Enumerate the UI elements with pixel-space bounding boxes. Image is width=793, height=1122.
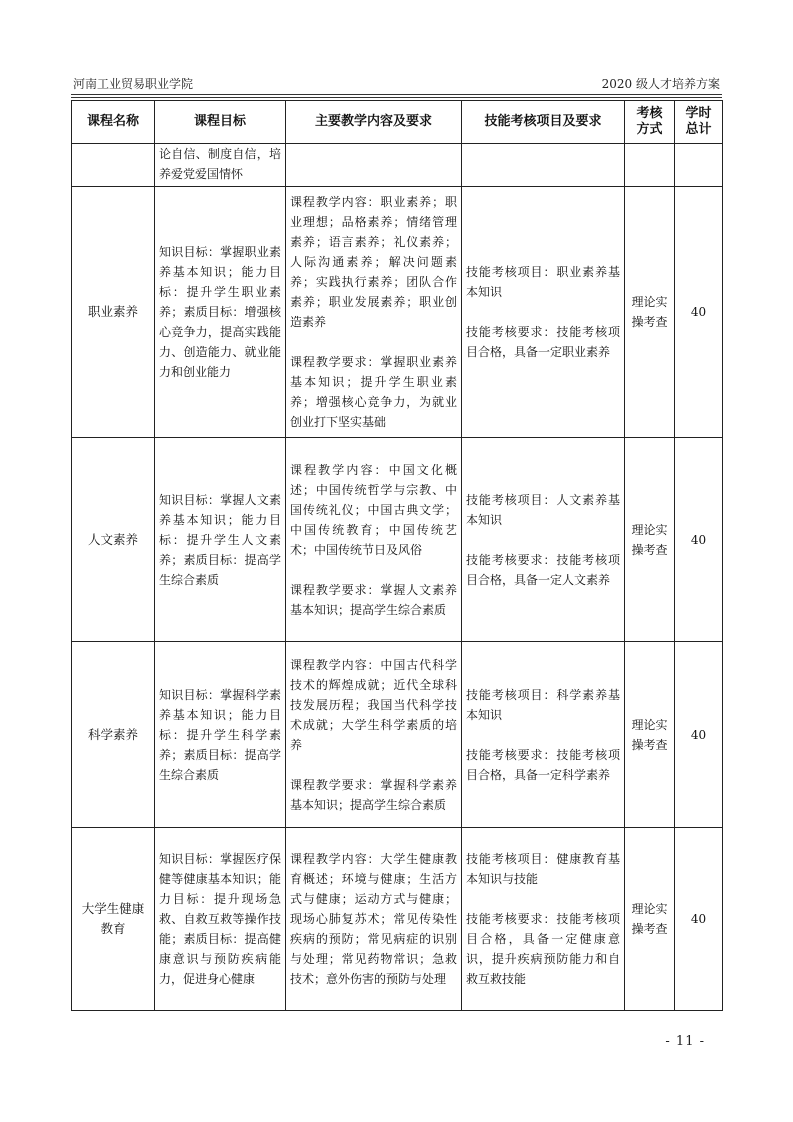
teaching-content-cell xyxy=(286,642,462,828)
teaching-content-cell xyxy=(286,187,462,438)
skill-requirement-text: 技能考核要求：技能考核项目合格，具备一定人文素养 xyxy=(466,552,620,587)
page-header xyxy=(71,74,722,95)
course-name-cell: 科学素养 xyxy=(72,642,155,828)
exam-method-cell: 理论实操考查 xyxy=(625,438,675,642)
table-row xyxy=(72,828,723,1011)
teaching-content-text: 课程教学内容：中国文化概述；中国传统哲学与宗教、中国传统礼仪；中国古典文学；中国传统教育；中国传统艺术；中国传统节日及风俗 xyxy=(290,462,457,557)
hours-total-cell: 40 xyxy=(675,438,723,642)
teaching-content-cell xyxy=(286,144,462,187)
exam-method-cell: 理论实操考查 xyxy=(625,828,675,1011)
exam-method-cell: 理论实操考查 xyxy=(625,187,675,438)
teaching-requirement-text: 课程教学要求：掌握人文素养基本知识；提高学生综合素质 xyxy=(290,582,457,617)
column-header-course-goal: 课程目标 xyxy=(155,101,286,144)
teaching-requirement-text: 课程教学要求：掌握科学素养基本知识；提高学生综合素质 xyxy=(290,777,457,812)
exam-method-cell: 理论实操考查 xyxy=(625,642,675,828)
exam-method-line-2: 方式 xyxy=(636,122,663,137)
document-title: 2020 级人才培养方案 xyxy=(601,77,720,91)
table-row xyxy=(72,438,723,642)
skill-assessment-cell xyxy=(462,828,625,1011)
course-goal-cell: 知识目标：掌握职业素养基本知识；能力目标：提升学生职业素养；素质目标：增强核心竞争力，提高实践能力、创造能力、就业能力和创业能力 xyxy=(155,187,286,438)
column-header-course-name: 课程名称 xyxy=(72,101,155,144)
exam-method-cell xyxy=(625,144,675,187)
header-rule xyxy=(71,97,722,98)
course-plan-table xyxy=(71,100,723,1011)
skill-requirement-text: 技能考核要求：技能考核项目合格，具备一定科学素养 xyxy=(466,747,620,782)
table-row-continuation xyxy=(72,144,723,187)
table-row xyxy=(72,642,723,828)
course-goal-cell: 论自信、制度自信，培养爱党爱国情怀 xyxy=(155,144,286,187)
skill-assessment-cell xyxy=(462,642,625,828)
skill-requirement-text: 技能考核要求：技能考核项目合格，具备一定健康意识，提升疾病预防能力和自救互救技能 xyxy=(466,912,620,986)
teaching-requirement-text: 课程教学要求：掌握职业素养基本知识；提升学生职业素养；增强核心竞争力，为就业创业打下坚实基础 xyxy=(290,355,457,429)
hours-total-cell: 40 xyxy=(675,828,723,1011)
hours-total-line-1: 学时 xyxy=(685,106,712,121)
teaching-content-cell xyxy=(286,438,462,642)
course-name-cell xyxy=(72,144,155,187)
hours-total-cell: 40 xyxy=(675,187,723,438)
skill-item-text: 技能考核项目：健康教育基本知识与技能 xyxy=(466,852,620,886)
skill-assessment-cell xyxy=(462,187,625,438)
skill-item-text: 技能考核项目：职业素养基本知识 xyxy=(466,265,620,299)
school-name: 河南工业贸易职业学院 xyxy=(73,77,194,91)
page-number: - 11 - xyxy=(665,1034,705,1049)
course-goal-cell: 知识目标：掌握科学素养基本知识；能力目标：提升学生科学素养；素质目标：提高学生综合素质 xyxy=(155,642,286,828)
skill-assessment-cell xyxy=(462,438,625,642)
course-goal-cell: 知识目标：掌握人文素养基本知识；能力目标：提升学生人文素养；素质目标：提高学生综合素质 xyxy=(155,438,286,642)
course-goal-cell: 知识目标：掌握医疗保健等健康基本知识；能力目标：提升现场急救、自救互救等操作技能；素质目标：提高健康意识与预防疾病能力，促进身心健康 xyxy=(155,828,286,1011)
skill-assessment-cell xyxy=(462,144,625,187)
exam-method-line-1: 考核 xyxy=(636,106,663,121)
hours-total-cell xyxy=(675,144,723,187)
column-header-skill-assessment: 技能考核项目及要求 xyxy=(462,101,625,144)
table-row xyxy=(72,187,723,438)
column-header-teaching-content: 主要教学内容及要求 xyxy=(286,101,462,144)
hours-total-line-2: 总计 xyxy=(685,122,712,137)
course-name-cell: 人文素养 xyxy=(72,438,155,642)
table-header-row xyxy=(72,101,723,144)
skill-requirement-text: 技能考核要求：技能考核项目合格，具备一定职业素养 xyxy=(466,325,620,359)
skill-item-text: 技能考核项目：科学素养基本知识 xyxy=(466,687,620,722)
hours-total-cell: 40 xyxy=(675,642,723,828)
column-header-hours-total xyxy=(675,101,723,144)
teaching-content-text: 课程教学内容：中国古代科学技术的辉煌成就；近代全球科技发展历程；我国当代科学技术成就；大学生科学素质的培养 xyxy=(290,657,457,752)
course-name-cell: 大学生健康教育 xyxy=(72,828,155,1011)
teaching-content-text: 课程教学内容：职业素养；职业理想；品格素养；情绪管理素养；语言素养；礼仪素养；人际沟通素养；解决问题素养；实践执行素养；团队合作素养；职业发展素养；职业创造素养 xyxy=(290,195,457,329)
teaching-content-text: 课程教学内容：大学生健康教育概述；环境与健康；生活方式与健康；运动方式与健康；现场心肺复苏术；常见传染性疾病的预防；常见病症的识别与处理；常见药物常识；急救技术；意外伤害的预防与处理 xyxy=(290,852,457,986)
column-header-exam-method xyxy=(625,101,675,144)
skill-item-text: 技能考核项目：人文素养基本知识 xyxy=(466,492,620,527)
course-name-cell: 职业素养 xyxy=(72,187,155,438)
teaching-content-cell xyxy=(286,828,462,1011)
